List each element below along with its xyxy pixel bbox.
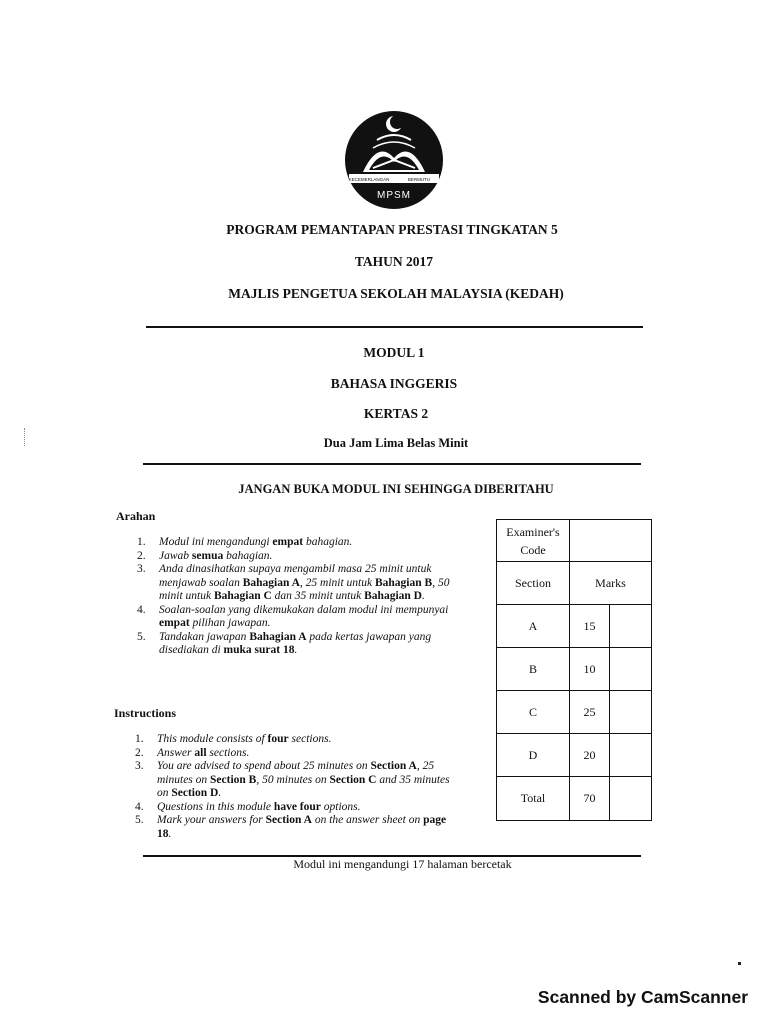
score-cell [610,691,652,734]
arahan-list [137,536,462,658]
list-item [135,814,460,841]
logo-acronym: MPSM [377,190,411,201]
table-row [497,605,652,648]
duration-text: Dua Jam Lima Belas Minit [323,436,469,450]
examiner-marks-table [496,519,652,821]
list-item [137,563,462,604]
module-title: MODUL 1 [363,345,425,360]
table-row [497,734,652,777]
max-marks-cell: 10 [570,648,610,691]
warning-text: JANGAN BUKA MODUL INI SEHINGGA DIBERITAHU [238,482,554,496]
item-text: Tandakan jawapan Bahagian A pada kertas jawapan yang disediakan di muka surat 18. [159,630,432,656]
arahan-heading: Arahan [116,509,156,523]
divider-top [146,326,643,328]
item-text: This module consists of four sections. [157,733,332,745]
max-marks-cell: 15 [570,605,610,648]
program-title: PROGRAM PEMANTAPAN PRESTASI TINGKATAN 5 [226,222,558,237]
instructions-heading: Instructions [114,706,177,720]
section-cell: A [497,605,570,648]
section-cell: B [497,648,570,691]
item-number: 3. [135,760,144,772]
item-number: 5. [137,630,146,643]
examiner-code-field [570,520,652,562]
item-text: Answer all sections. [157,746,250,759]
year-title: TAHUN 2017 [354,254,434,269]
logo-banner-right: BERMUTU [407,177,431,182]
list-item [137,631,462,658]
list-item [135,747,460,761]
camscanner-watermark: Scanned by CamScanner [537,987,748,1007]
score-cell [610,605,652,648]
page-count-note: Modul ini mengandungi 17 halaman bercetak [293,857,512,871]
item-number: 1. [135,733,144,745]
item-text: Mark your answers for Section A on the answer sheet on page 18. [157,814,447,840]
item-text: You are advised to spend about 25 minutes on Section A, 25 minutes on Section B, 50 minutes on Section C and 35 minutes on Section D. [157,760,450,799]
item-number: 2. [137,549,146,562]
item-number: 4. [137,603,146,616]
item-number: 3. [137,563,146,575]
item-number: 5. [135,814,144,826]
score-cell [610,734,652,777]
mpsm-logo [343,110,445,210]
paper-title: KERTAS 2 [363,406,429,421]
table-row [497,648,652,691]
item-text: Questions in this module have four options. [157,800,361,813]
item-text: Modul ini mengandungi empat bahagian. [159,536,353,548]
max-marks-cell: 25 [570,691,610,734]
scan-artifact [24,428,27,446]
item-text: Soalan-soalan yang dikemukakan dalam modul ini mempunyai empat pilihan jawapan. [159,603,449,629]
council-title: MAJLIS PENGETUA SEKOLAH MALAYSIA (KEDAH) [228,286,564,301]
section-cell: Total [497,777,570,821]
list-item [137,536,462,550]
examiner-code-label: Examiner's Code [497,520,570,562]
section-header: Section [497,562,570,605]
item-number: 4. [135,800,144,813]
max-marks-cell: 70 [570,777,610,821]
score-cell [610,648,652,691]
max-marks-cell: 20 [570,734,610,777]
list-item [135,733,460,747]
instructions-list [135,733,460,841]
marks-header: Marks [570,562,652,605]
item-text: Jawab semua bahagian. [159,549,273,562]
section-cell: C [497,691,570,734]
list-item [137,604,462,631]
subject-title: BAHASA INGGERIS [330,376,458,391]
item-number: 2. [135,746,144,759]
list-item [135,801,460,815]
logo-banner-left: KECEMERLANGAN [348,177,390,182]
section-cell: D [497,734,570,777]
table-row [497,777,652,821]
scan-speck [738,962,741,965]
list-item [137,550,462,564]
list-item [135,760,460,801]
divider-middle [143,463,641,465]
score-cell [610,777,652,821]
item-number: 1. [137,536,146,548]
item-text: Anda dinasihatkan supaya mengambil masa 25 minit untuk menjawab soalan Bahagian A, 25 minit untuk Bahagian B, 50 minit untuk Bahagian C dan 35 minit untuk Bahagian D. [159,563,450,602]
table-row [497,691,652,734]
